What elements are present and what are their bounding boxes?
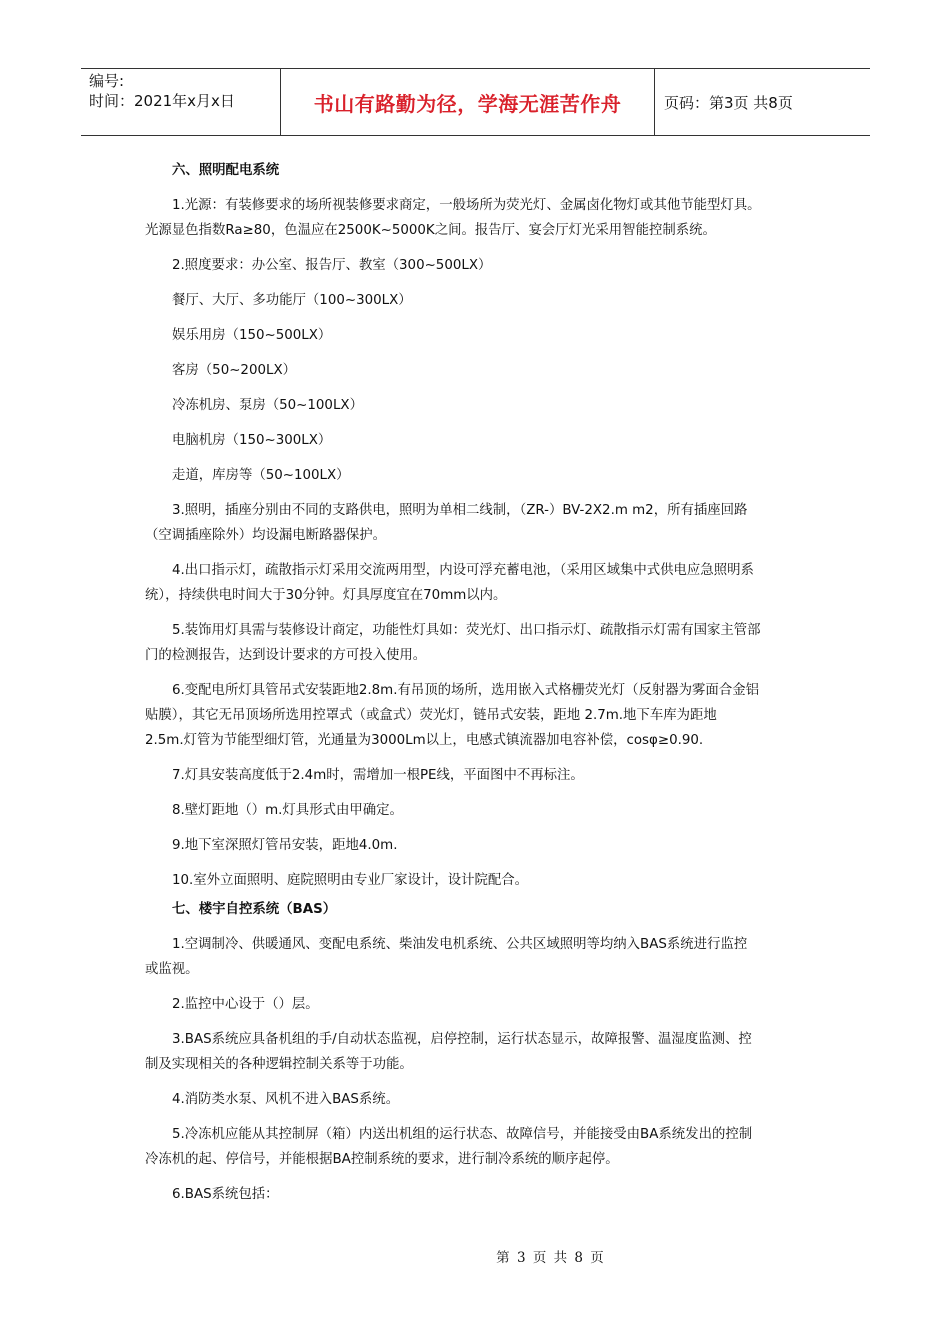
page-footer: 第 3 页 共 8 页 [496, 1250, 604, 1266]
document-body [145, 158, 807, 1207]
document-header [81, 68, 870, 136]
date-label: 时间：2021年x月x日 [89, 92, 235, 110]
paragraph-line: 10.室外立面照明、庭院照明由专业厂家设计，设计院配合。 [172, 873, 529, 888]
paragraph-line: 4.出口指示灯，疏散指示灯采用交流两用型，内设可浮充蓄电池，（采用区域集中式供电应急照明系 [172, 563, 754, 578]
paragraph-line: 冷冻机房、泵房（50~100LX） [172, 398, 363, 413]
paragraph-line: （空调插座除外）均设漏电断路器保护。 [145, 528, 387, 543]
header-page-code: 页码：第3页 共8页 [664, 93, 793, 112]
paragraph-line: 走道，库房等（50~100LX） [172, 468, 350, 483]
paragraph-line: 冷冻机的起、停信号，并能根据BA控制系统的要求，进行制冷系统的顺序起停。 [145, 1152, 619, 1167]
header-meta-cell [81, 69, 281, 135]
paragraph-line: 3.照明，插座分别由不同的支路供电，照明为单相二线制，（ZR-）BV-2X2.m m2，所有插座回路 [172, 503, 748, 518]
paragraph-line: 2.5m.灯管为节能型细灯管，光通量为3000Lm以上，电感式镇流器加电容补偿，cosφ≥0.90. [145, 733, 704, 748]
paragraph-line: 客房（50~200LX） [172, 363, 297, 378]
paragraph-line: 电脑机房（150~300LX） [172, 433, 332, 448]
section-heading-lighting: 六、照明配电系统 [172, 163, 280, 178]
paragraph-line: 2.监控中心设于（）层。 [172, 997, 319, 1012]
paragraph-line: 统），持续供电时间大于30分钟。灯具厚度宜在70mm以内。 [145, 588, 507, 603]
paragraph-line: 餐厅、大厅、多功能厅（100~300LX） [172, 293, 412, 308]
section-heading-bas: 七、楼宇自控系统（BAS） [172, 902, 337, 917]
paragraph-line: 娱乐用房（150~500LX） [172, 328, 332, 343]
paragraph-line: 4.消防类水泵、风机不进入BAS系统。 [172, 1092, 400, 1107]
header-motto: 书山有路勤为径，学海无涯苦作舟 [281, 69, 655, 135]
paragraph-line: 6.BAS系统包括： [172, 1187, 279, 1202]
paragraph-line: 或监视。 [145, 962, 199, 977]
serial-number-label: 编号: [89, 72, 125, 90]
paragraph-line: 3.BAS系统应具备机组的手/自动状态监视，启停控制，运行状态显示，故障报警、温湿度监测、控 [172, 1032, 752, 1047]
paragraph-line: 制及实现相关的各种逻辑控制关系等于功能。 [145, 1057, 413, 1072]
paragraph-line: 5.装饰用灯具需与装修设计商定，功能性灯具如：荧光灯、出口指示灯、疏散指示灯需有国家主管部 [172, 623, 761, 638]
paragraph-line: 门的检测报告，达到设计要求的方可投入使用。 [145, 648, 427, 663]
paragraph-line: 光源显色指数Ra≥80，色温应在2500K~5000K之间。报告厅、宴会厅灯光采用智能控制系统。 [145, 223, 716, 238]
paragraph-line: 6.变配电所灯具管吊式安装距地2.8m.有吊顶的场所，选用嵌入式格栅荧光灯（反射器为雾面合金铝 [172, 683, 759, 698]
paragraph-line: 1.光源：有装修要求的场所视装修要求商定，一般场所为荧光灯、金属卤化物灯或其他节能型灯具。 [172, 198, 761, 213]
paragraph-line: 8.壁灯距地（）m.灯具形式由甲确定。 [172, 803, 403, 818]
paragraph-line: 9.地下室深照灯管吊安装，距地4.0m. [172, 838, 398, 853]
paragraph-line: 贴膜），其它无吊顶场所选用控罩式（或盒式）荧光灯，链吊式安装，距地 2.7m.地下车库为距地 [145, 708, 717, 723]
paragraph-line: 5.冷冻机应能从其控制屏（箱）内送出机组的运行状态、故障信号，并能接受由BA系统发出的控制 [172, 1127, 753, 1142]
paragraph-line: 2.照度要求：办公室、报告厅、教室（300~500LX） [172, 258, 492, 273]
paragraph-line: 7.灯具安装高度低于2.4m时，需增加一根PE线，平面图中不再标注。 [172, 768, 584, 783]
paragraph-line: 1.空调制冷、供暖通风、变配电系统、柴油发电机系统、公共区域照明等均纳入BAS系统进行监控 [172, 937, 748, 952]
